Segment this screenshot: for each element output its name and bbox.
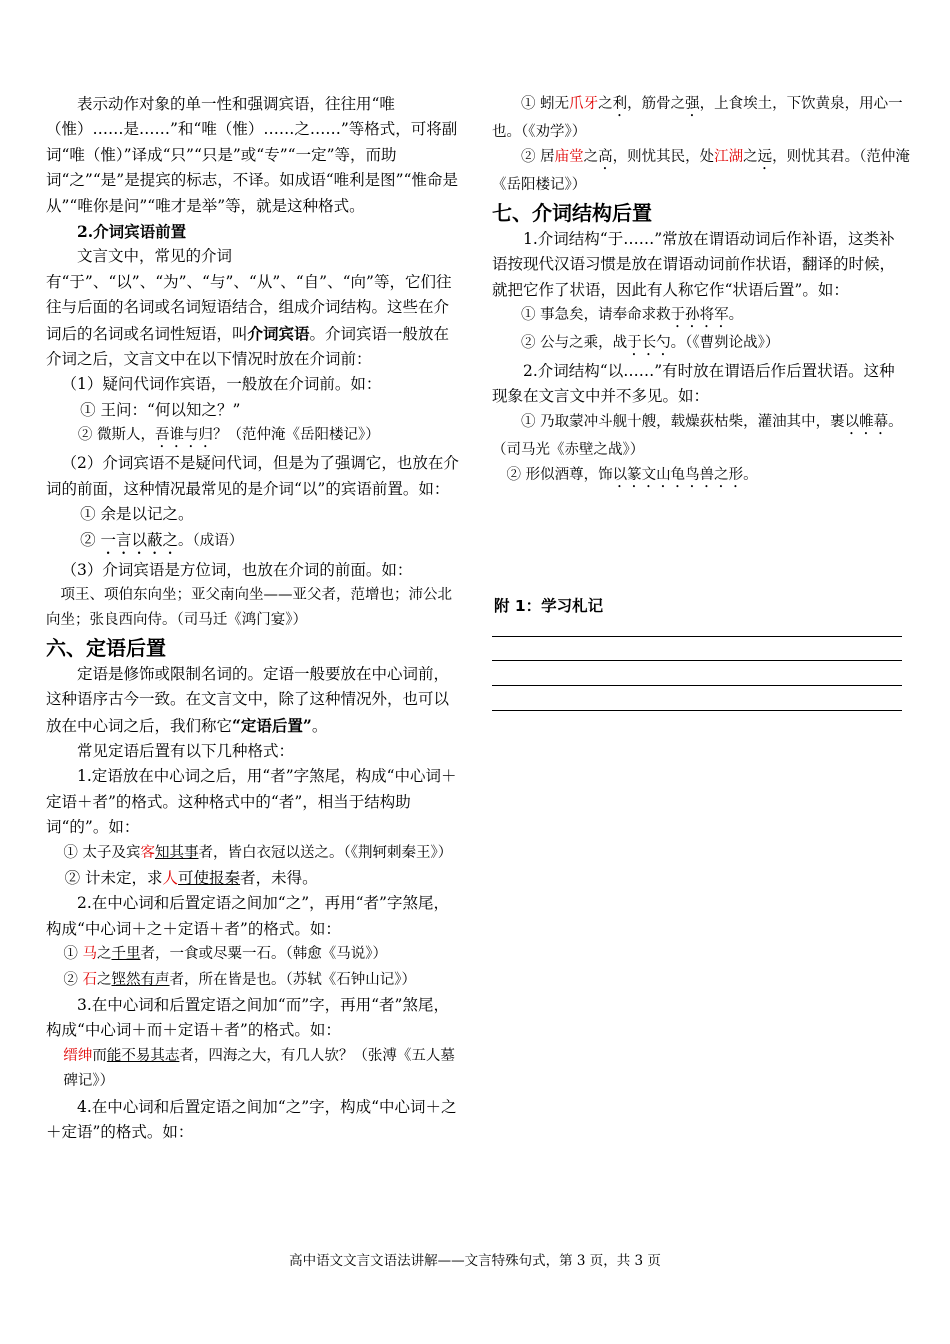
highlight-red: 马 [82,946,97,963]
example-text: ，上食埃土，下饮黄泉，用心一也。（《劝学》） [492,96,903,140]
note-line [492,710,902,711]
highlight-red: 庙堂 [554,149,584,166]
underlined-text: 千里 [111,946,141,963]
example [492,463,910,491]
highlight-red: 江湖 [714,149,744,166]
example-text: ② [63,971,83,988]
example [46,968,464,993]
example-text: ① 乃取蒙冲斗舰十艘，载燥荻枯柴，灌油其中，裹 [521,413,845,430]
paragraph [46,993,464,1044]
paragraph-text: 。介词宾语一般放在介词之后，文言文中在以下情况时放在介词前： [46,324,450,369]
paragraph-text: （3）介词宾语是方位词，也放在介词的前面。如： [61,560,413,579]
example-text: 之 [743,149,758,166]
study-notes-title: 附 1：学习札记 [494,597,604,615]
paragraph-text: （2）介词宾语不是疑问代词，但是为了强调它，也放在介词的前面，这种情况最常见的是介词“以”的宾语前置。如： [46,454,459,498]
example-text: ，则忧其民，处 [612,149,715,166]
emphasis-text: 于孙将军 [670,307,729,324]
emphasis-text: 一言以蔽之 [100,530,179,549]
example [46,841,464,866]
example-text: ② 微斯人， [77,427,155,444]
page-footer: 高中语文文言文语法讲解——文言特殊句式，第 3 页，共 3 页 [289,1253,661,1269]
underlined-text: 可使报秦 [178,868,241,887]
example [46,583,464,634]
example [46,423,464,451]
paragraph [46,244,464,372]
example [492,145,910,198]
example [46,942,464,967]
example [492,410,910,463]
example-text: 。 [743,467,758,484]
example-text: 者，一食或尽粟一石。（韩愈《马说》） [140,946,387,963]
section-heading-prep-phrase [492,199,910,227]
example-text: 。（司马光《赤壁之战》） [492,413,903,458]
example-text: 者，未得。 [240,868,318,887]
key-term: “定语后置” [232,715,312,735]
note-line [492,636,902,637]
paragraph [46,764,464,840]
example-text: ① 蚓无 [521,96,570,112]
paragraph-text: 表示动作对象的单一性和强调宾语，往往用“唯（惟）……是……”和“唯（惟）……之……”等格式，可将副词“唯（惟）”译成“只”“只是”或“专”“一定”等，而助词“之”“是”是提宾的标志，不译。如成语“唯利是图”“惟命是从”“唯你是问”“唯才是举”等，就是这种格式。 [46,95,458,215]
example-text: 。（成语） [178,532,244,549]
example-text: ，则忧其君。（范仲淹《岳阳楼记》） [492,149,910,194]
note-line [492,660,902,661]
example [46,502,464,527]
paragraph-text: 文言文中，常见的介词有“于”、“以”、“为”、“与”、“从”、“自”、“向”等，它们往往与后面的名词或名词短语结合，组成介词结构。这些在介词后的名词或名词性短语，叫 [46,247,452,343]
example-text: ② 形似酒尊，饰 [506,467,613,484]
underlined-text: 能不易其志 [106,1047,180,1064]
example-text: 。（《曹刿论战》） [670,335,780,352]
paragraph [46,739,464,764]
example-text: 者，所在皆是也。（苏轼《石钟山记》） [169,971,416,988]
emphasis-text: 于长勺 [627,335,671,352]
example-text: 之 [583,149,599,166]
example [46,866,464,891]
emphasis-text: 强 [685,96,700,112]
example-text: 之 [97,946,112,963]
example-text: 者，皆白衣冠以送之。（《荆轲刺秦王》） [198,844,453,861]
highlight-red: 客 [140,844,155,861]
paragraph [492,359,910,410]
paragraph-text: 1.定语放在中心词之后，用“者”字煞尾，构成“中心词＋定语＋者”的格式。这种格式中的“者”，相当于结构助词“的”。如： [46,767,457,837]
paragraph-text: 2.介词结构“以……”有时放在谓语后作后置状语。这种现象在文言文中并不多见。如： [492,362,895,406]
underlined-text: 知其事 [155,844,199,861]
paragraph [46,92,464,219]
paragraph [46,891,464,942]
paragraph [46,558,464,583]
emphasis-text: 高 [598,149,613,166]
example [492,92,910,145]
heading-text: 六、定语后置 [46,635,166,660]
example-text: ② 公与之乘，战 [521,335,628,352]
example-text: ① 事急矣，请奉命求救 [521,307,671,324]
example-text: ② 计未定，求 [64,868,163,887]
paragraph-text: 4.在中心词和后置定语之间加“之”字，构成“中心词＋之＋定语”的格式。如： [46,1097,457,1142]
paragraph [46,372,464,397]
right-column [492,92,910,491]
paragraph-text: 2.在中心词和后置定语之间加“之”，再用“者”字煞尾，构成“中心词＋之＋定语＋者”的格式。如： [46,894,449,938]
example-text: ① 太子及宾 [63,844,141,861]
paragraph-text: 常见定语后置有以下几种格式： [77,741,295,760]
example-text: ② [80,530,101,549]
highlight-red: 缙绅 [63,1047,93,1064]
section-heading-attributive [46,634,464,662]
example-text: 项王、项伯东向坐；亚父南向坐——亚父者，范增也；沛公北向坐；张良西向侍。（司马迁《鸿门宴》） [46,586,452,629]
emphasis-text: 以帷幕 [844,413,889,430]
example [46,528,464,558]
example-text: 之 [598,96,613,112]
paragraph-text: 定语是修饰或限制名词的。定语一般要放在中心词前，这种语序古今一致。在文言文中，除了这种情况外，也可以放在中心词之后，我们称它 [46,664,450,735]
key-term: 介词宾语 [247,323,310,343]
paragraph [492,227,910,303]
example-text: 之 [97,971,112,988]
paragraph-text: 。 [311,716,328,735]
example-text: ② 居 [521,149,555,166]
paragraph-text: 3.在中心词和后置定语之间加“而”字，再用“者”煞尾，构成“中心词＋而＋定语＋者”的格式。如： [46,996,449,1040]
example [492,331,910,359]
paragraph [46,1095,464,1146]
highlight-red: 人 [162,868,179,887]
example [46,398,464,423]
highlight-red: 爪牙 [569,96,599,112]
example [46,1044,464,1095]
example [492,303,910,331]
paragraph [46,451,464,502]
emphasis-text: 利 [612,96,628,112]
subheading-prep-object [46,219,464,244]
example-text: 。 [728,307,744,324]
emphasis-text: 吾谁与归 [155,427,213,444]
subheading-text: 2.介词宾语前置 [77,222,187,242]
highlight-red: 石 [82,971,97,988]
example-text: ① 余是以记之。 [80,505,194,524]
example-text: ？（范仲淹《岳阳楼记》） [213,427,380,444]
heading-text: 七、介词结构后置 [492,200,652,225]
underlined-text: 铿然有声 [111,971,170,988]
emphasis-text: 以篆文山龟鸟兽之形 [612,467,744,484]
example-text: ，筋骨之 [627,96,686,112]
paragraph [46,662,464,739]
paragraph-text: （1）疑问代词作宾语，一般放在介词前。如： [61,375,382,394]
paragraph-text: 1.介词结构“于……”常放在谓语动词后作补语，这类补语按现代汉语习惯是放在谓语动词前作状语，翻译的时候，就把它作了状语，因此有人称它作“状语后置”。如： [492,229,896,299]
example-text: 者，四海之大，有几人欤？（张溥《五人墓碑记》） [63,1047,455,1090]
example-text: ① 王问：“何以知之？” [80,400,241,419]
note-line [492,685,902,686]
example-text: 而 [92,1047,107,1064]
left-column [46,92,464,1145]
example-text: ① [63,946,83,963]
emphasis-text: 远 [757,149,773,166]
